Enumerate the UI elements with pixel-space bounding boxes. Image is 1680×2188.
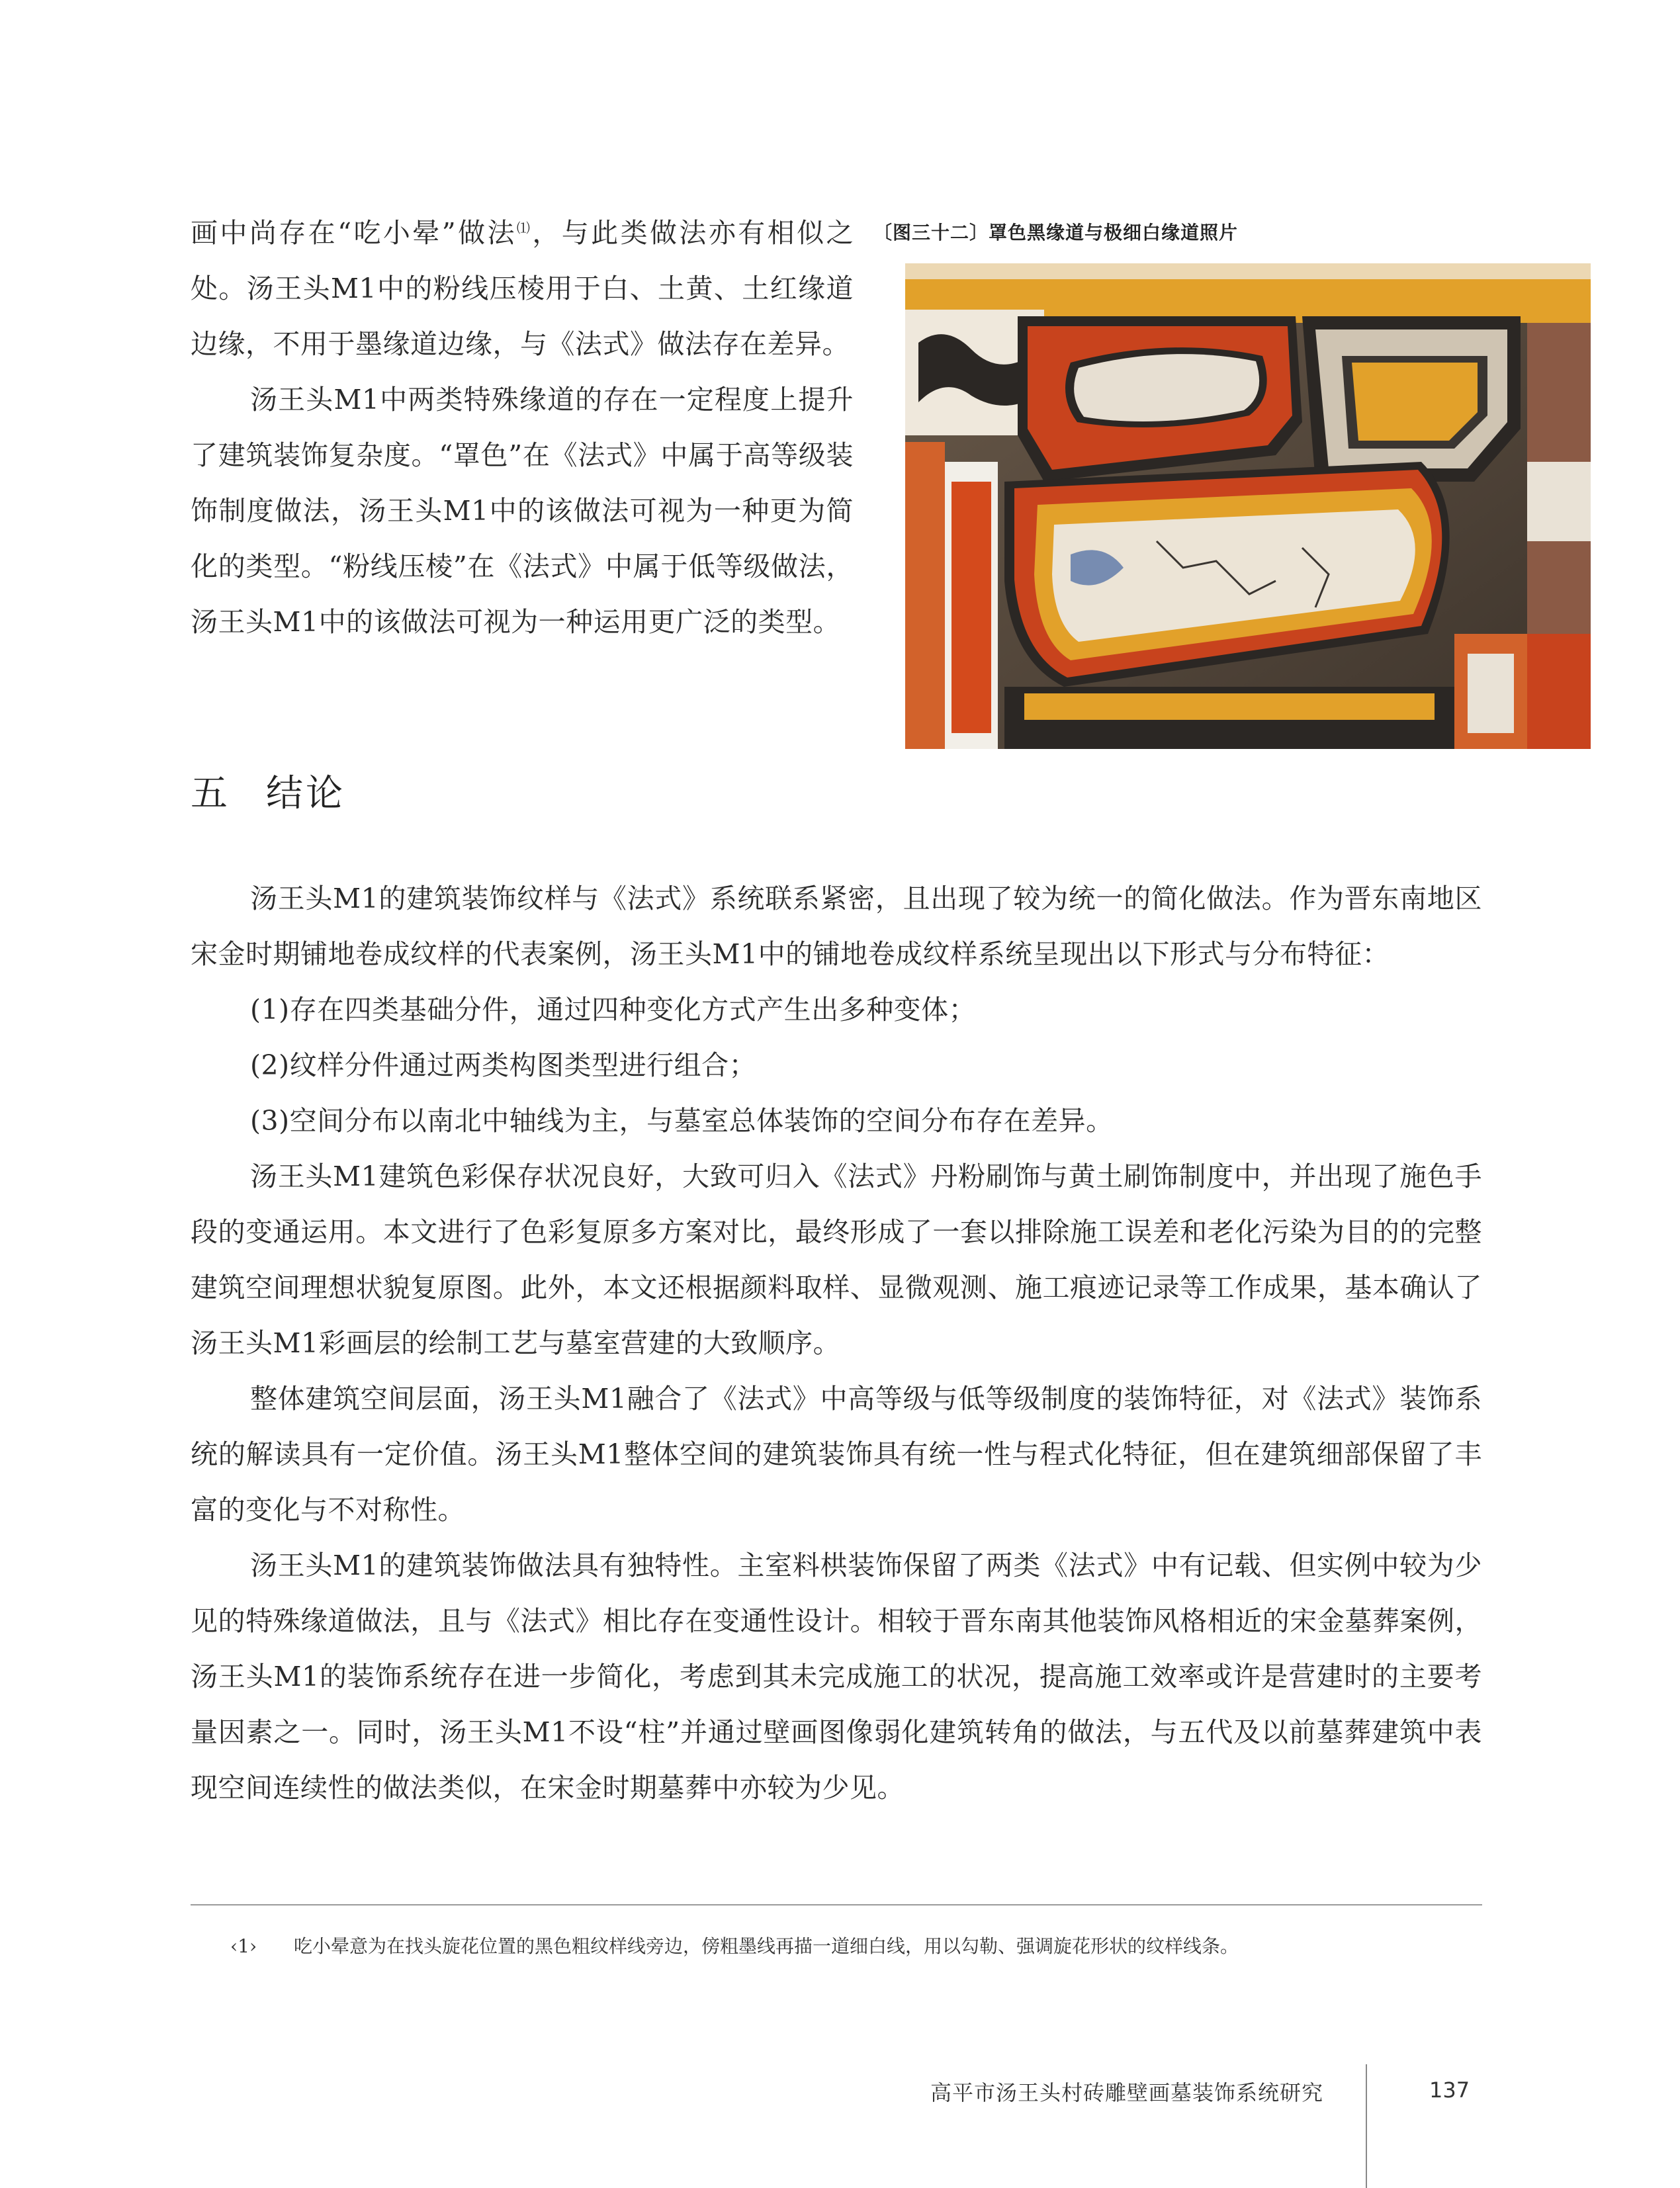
paragraph: 汤王头M1的建筑装饰做法具有独特性。主室料栱装饰保留了两类《法式》中有记载、但实例中较为少见的特殊缘道做法，且与《法式》相比存在变通性设计。相较于晋东南其他装饰风格相近的宋金墓葬案例，汤王头M1的装饰系统存在进一步简化，考虑到其未完成施工的状况，提高施工效率或许是营建时的主要考量因素之一。同时，汤王头M1不设“柱”并通过壁画图像弱化建筑转角的做法，与五代及以前墓葬建筑中表现空间连续性的做法类似，在宋金时期墓葬中亦较为少见。 (191, 1550, 1482, 1804)
paragraph-text: 画中尚存在“吃小晕”做法 (191, 217, 517, 249)
footnote-mark: ‹1› (230, 1935, 257, 1957)
footnote-text: 吃小晕意为在找头旋花位置的黑色粗纹样线旁边，傍粗墨线再描一道细白线，用以勾勒、强调旋花形状的纹样线条。 (294, 1935, 1239, 1957)
paragraph: 汤王头M1建筑色彩保存状况良好，大致可归入《法式》丹粉刷饰与黄土刷饰制度中，并出现了施色手段的变通运用。本文进行了色彩复原多方案对比，最终形成了一套以排除施工误差和老化污染为目的的完整建筑空间理想状貌复原图。此外，本文还根据颜料取样、显微观测、施工痕迹记录等工作成果，基本确认了汤王头M1彩画层的绘制工艺与墓室营建的大致顺序。 (191, 1160, 1482, 1359)
list-item: (2)纹样分件通过两类构图类型进行组合； (250, 1049, 757, 1081)
main-text (191, 871, 1482, 1816)
section-title: 结论 (266, 772, 345, 815)
list-item: (3)空间分布以南北中轴线为主，与墓室总体装饰的空间分布存在差异。 (250, 1105, 1114, 1137)
paragraph: 整体建筑空间层面，汤王头M1融合了《法式》中高等级与低等级制度的装饰特征，对《法式》装饰系统的解读具有一定价值。汤王头M1整体空间的建筑装饰具有统一性与程式化特征，但在建筑细部保留了丰富的变化与不对称性。 (191, 1383, 1482, 1526)
section-heading (191, 764, 345, 817)
footnote-divider (191, 1904, 1482, 1905)
paragraph: 汤王头M1的建筑装饰纹样与《法式》系统联系紧密，且出现了较为统一的简化做法。作为晋东南地区宋金时期铺地卷成纹样的代表案例，汤王头M1中的铺地卷成纹样系统呈现出以下形式与分布特征： (191, 883, 1482, 970)
bracket-photo (905, 263, 1591, 749)
list-item: (1)存在四类基础分件，通过四种变化方式产生出多种变体； (250, 994, 977, 1026)
top-text-column (191, 205, 854, 650)
footnote-ref[interactable]: ⑴ (516, 220, 533, 236)
footer-divider (1366, 2064, 1367, 2188)
running-title: 高平市汤王头村砖雕壁画墓装饰系统研究 (930, 2080, 1324, 2105)
paragraph (191, 205, 854, 372)
section-number: 五 (191, 772, 230, 815)
paragraph: 汤王头M1中两类特殊缘道的存在一定程度上提升了建筑装饰复杂度。“罩色”在《法式》中属于高等级装饰制度做法，汤王头M1中的该做法可视为一种更为简化的类型。“粉线压棱”在《法式》中属于低等级做法，汤王头M1中的该做法可视为一种运用更广泛的类型。 (191, 384, 854, 638)
paragraph-text: ，与此类做法亦有相似之处。汤王头M1中的粉线压棱用于白、土黄、土红缘道边缘，不用于墨缘道边缘，与《法式》做法存在差异。 (191, 217, 854, 360)
page-number: 137 (1429, 2078, 1470, 2103)
figure-caption: 〔图三十二〕罩色黑缘道与极细白缘道照片 (873, 222, 1239, 243)
footnote (191, 1932, 1482, 1961)
